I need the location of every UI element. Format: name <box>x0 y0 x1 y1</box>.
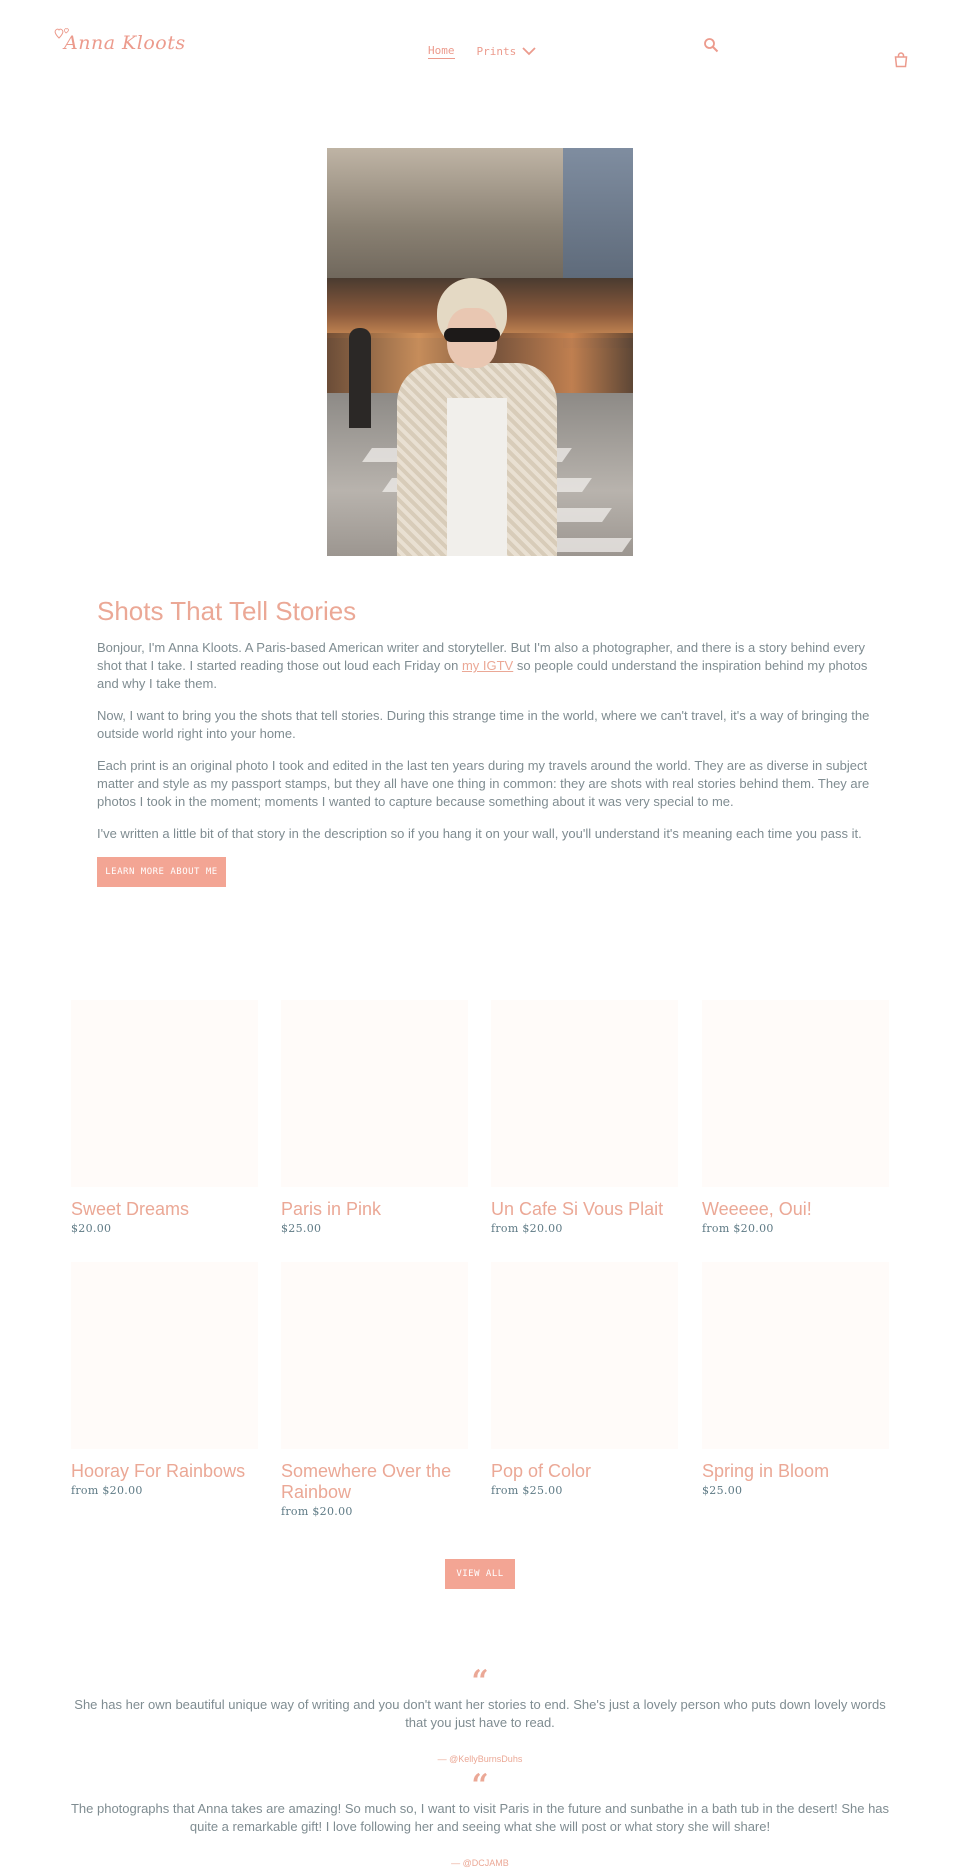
chevron-down-icon <box>522 47 536 56</box>
product-title[interactable]: Spring in Bloom <box>702 1461 830 1481</box>
testimonial-text: The photographs that Anna takes are amazing! So much so, I want to visit Paris in the future and sunbathe in a bath tub in the desert! She has quite a remarkable gift! I love following her and seeing what she will post or what story she will share! <box>70 1801 890 1834</box>
product-card[interactable] <box>491 1262 678 1497</box>
igtv-link[interactable]: my IGTV <box>461 658 514 673</box>
intro-paragraph-3: Each print is an original photo I took and edited in the last ten years during my travels around the world. They are as diverse in subject matter and style as my passport stamps, but they all have one thing in common: they are shots with real stories behind them. They are photos I took in the moment; moments I wanted to capture because something about it was very special to me. <box>97 758 870 809</box>
product-price: $25.00 <box>702 1484 743 1497</box>
logo[interactable] <box>54 24 186 64</box>
product-card[interactable] <box>71 1000 258 1235</box>
nav-item-label: Home <box>428 44 455 57</box>
product-title[interactable]: Pop of Color <box>491 1461 592 1481</box>
product-title[interactable]: Paris in Pink <box>281 1199 382 1219</box>
product-card[interactable] <box>702 1000 889 1235</box>
product-card[interactable] <box>71 1262 258 1497</box>
search-icon <box>703 37 719 53</box>
intro-paragraph-4: I've written a little bit of that story in the description so if you hang it on your wall, you'll understand it's meaning each time you pass it. <box>97 826 862 841</box>
product-image[interactable] <box>281 1262 468 1449</box>
product-image[interactable] <box>71 1262 258 1449</box>
product-price: from $20.00 <box>702 1222 774 1235</box>
search-button[interactable] <box>703 37 721 55</box>
product-price: from $25.00 <box>491 1484 563 1497</box>
product-image[interactable] <box>281 1000 468 1187</box>
main-nav <box>428 44 536 59</box>
learn-more-button[interactable]: LEARN MORE ABOUT ME <box>97 857 226 887</box>
intro-section <box>97 596 887 887</box>
intro-text: so people could understand the inspiration behind my photos and why I take them. <box>97 658 868 691</box>
quote-icon: “ <box>471 1664 489 1699</box>
product-card[interactable] <box>281 1262 468 1518</box>
product-title[interactable]: Hooray For Rainbows <box>71 1461 246 1481</box>
cart-icon <box>893 52 909 68</box>
intro-paragraph-2: Now, I want to bring you the shots that tell stories. During this strange time in the world, where we can't travel, it's a way of bringing the outside world right into your home. <box>97 708 870 741</box>
intro-paragraph-1 <box>97 639 887 693</box>
testimonial-author: — @DCJAMB <box>451 1858 509 1868</box>
nav-item-prints[interactable] <box>477 44 537 59</box>
product-image[interactable] <box>702 1000 889 1187</box>
logo-text: Anna Kloots <box>64 32 186 54</box>
product-card[interactable] <box>281 1000 468 1235</box>
testimonial-text: She has her own beautiful unique way of writing and you don't want her stories to end. She's just a lovely person who puts down lovely words that you just have to read. <box>74 1697 886 1730</box>
product-price: $25.00 <box>281 1222 322 1235</box>
product-price: from $20.00 <box>491 1222 563 1235</box>
product-title[interactable]: Un Cafe Si Vous Plait <box>491 1199 664 1219</box>
product-price: $20.00 <box>71 1222 112 1235</box>
hero-image <box>327 148 633 556</box>
intro-heading: Shots That Tell Stories <box>97 596 357 626</box>
intro-text: Bonjour, I'm Anna Kloots. A Paris-based American writer and storyteller. But I'm also a photographer, and there is a story behind every shot that I take. I started reading those out loud each Friday on <box>97 640 866 673</box>
product-card[interactable] <box>491 1000 678 1235</box>
product-price: from $20.00 <box>71 1484 143 1497</box>
nav-item-label: Prints <box>476 45 517 58</box>
testimonial <box>70 1768 890 1868</box>
product-title[interactable]: Somewhere Over the Rainbow <box>281 1461 452 1502</box>
quote-icon: “ <box>471 1768 489 1803</box>
product-image[interactable] <box>702 1262 889 1449</box>
site-header <box>0 0 960 90</box>
product-image[interactable] <box>491 1000 678 1187</box>
cart-button[interactable] <box>893 52 911 70</box>
testimonial <box>70 1664 890 1764</box>
view-all-button[interactable]: VIEW ALL <box>445 1559 515 1589</box>
product-title[interactable]: Sweet Dreams <box>71 1199 190 1219</box>
testimonial-author: — @KellyBurnsDuhs <box>437 1754 523 1764</box>
product-price: from $20.00 <box>281 1505 353 1518</box>
product-title[interactable]: Weeeee, Oui! <box>702 1199 812 1219</box>
nav-item-home[interactable] <box>428 44 455 59</box>
product-image[interactable] <box>491 1262 678 1449</box>
product-image[interactable] <box>71 1000 258 1187</box>
product-card[interactable] <box>702 1262 889 1497</box>
